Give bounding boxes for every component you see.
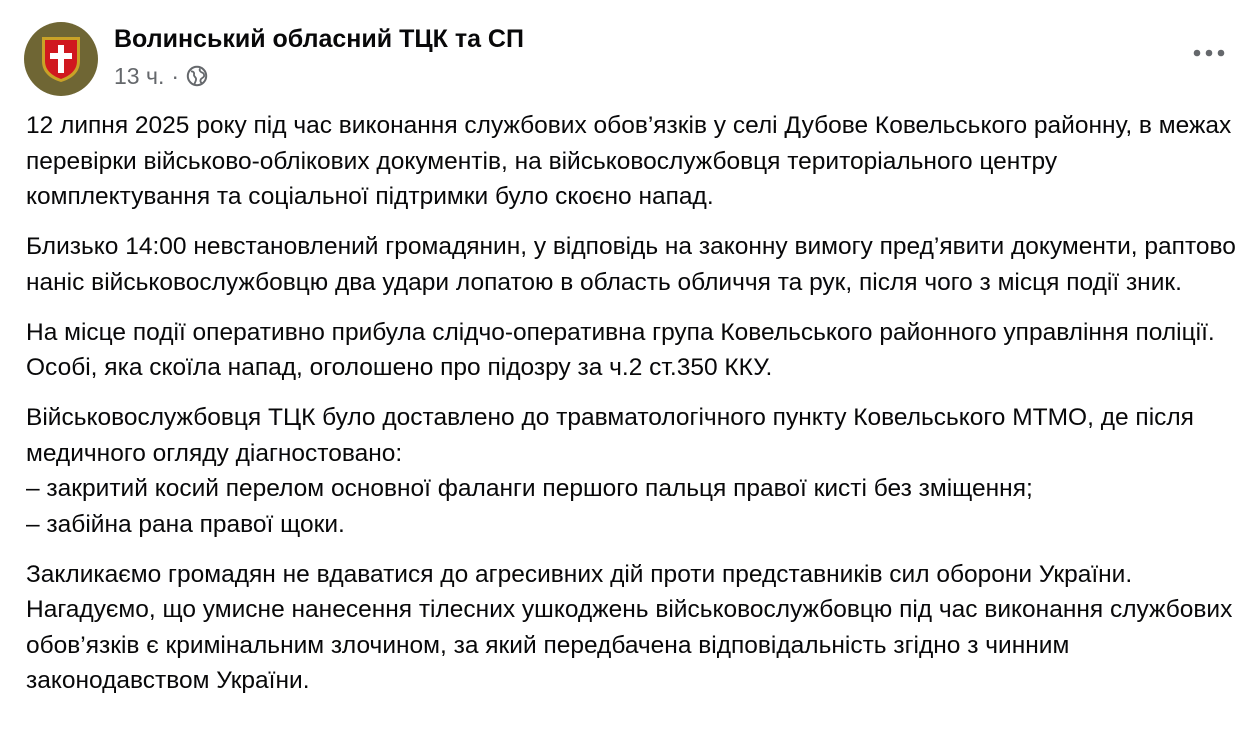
post-body — [26, 108, 1236, 713]
post-paragraph-1: 12 липня 2025 року під час виконання службових обов’язків у селі Дубове Ковельського районну, в межах перевірки військово-облікових документів, на військовослужбовця територіального центру комплектування та соціальної підтримки було скоєно напад. — [26, 112, 1232, 210]
post-paragraph-4: Військовослужбовця ТЦК було доставлено до травматологічного пункту Ковельського МТМО, де після медичного огляду діагностовано: – закритий косий перелом основної фаланги першого пальця правої кисті без зміщення; – забійна рана правої щоки. — [26, 404, 1194, 538]
coat-of-arms-cross-icon — [38, 34, 84, 84]
post-paragraph-3: На місце події оперативно прибула слідчо-оперативна група Ковельського районного управління поліції. Особі, яка скоїла напад, оголошено про підозру за ч.2 ст.350 ККУ. — [26, 318, 1215, 381]
globe-icon[interactable] — [186, 65, 208, 87]
post-paragraph-2: Близько 14:00 невстановлений громадянин, у відповідь на законну вимогу пред’явити документи, раптово наніс військовослужбовцю два удари лопатою в область обличчя та рук, після чого з місця події зник. — [26, 233, 1236, 296]
post-header — [24, 22, 524, 96]
post-timestamp[interactable]: 13 ч. — [114, 62, 165, 89]
avatar[interactable] — [24, 22, 98, 96]
meta-separator: · — [171, 62, 180, 89]
post-paragraph-5: Закликаємо громадян не вдаватися до агресивних дій проти представників сил оборони України. Нагадуємо, що умисне нанесення тілесних ушкоджень військовослужбовцю під час виконання службових обов’язків є кримінальним злочином, за який передбачена відповідальність згідно з чинним законодавством України. — [26, 560, 1233, 694]
author-name[interactable]: Волинський обласний ТЦК та СП — [114, 24, 524, 53]
post-meta — [114, 63, 524, 89]
header-text — [114, 24, 524, 89]
more-options-icon[interactable] — [1192, 40, 1226, 66]
